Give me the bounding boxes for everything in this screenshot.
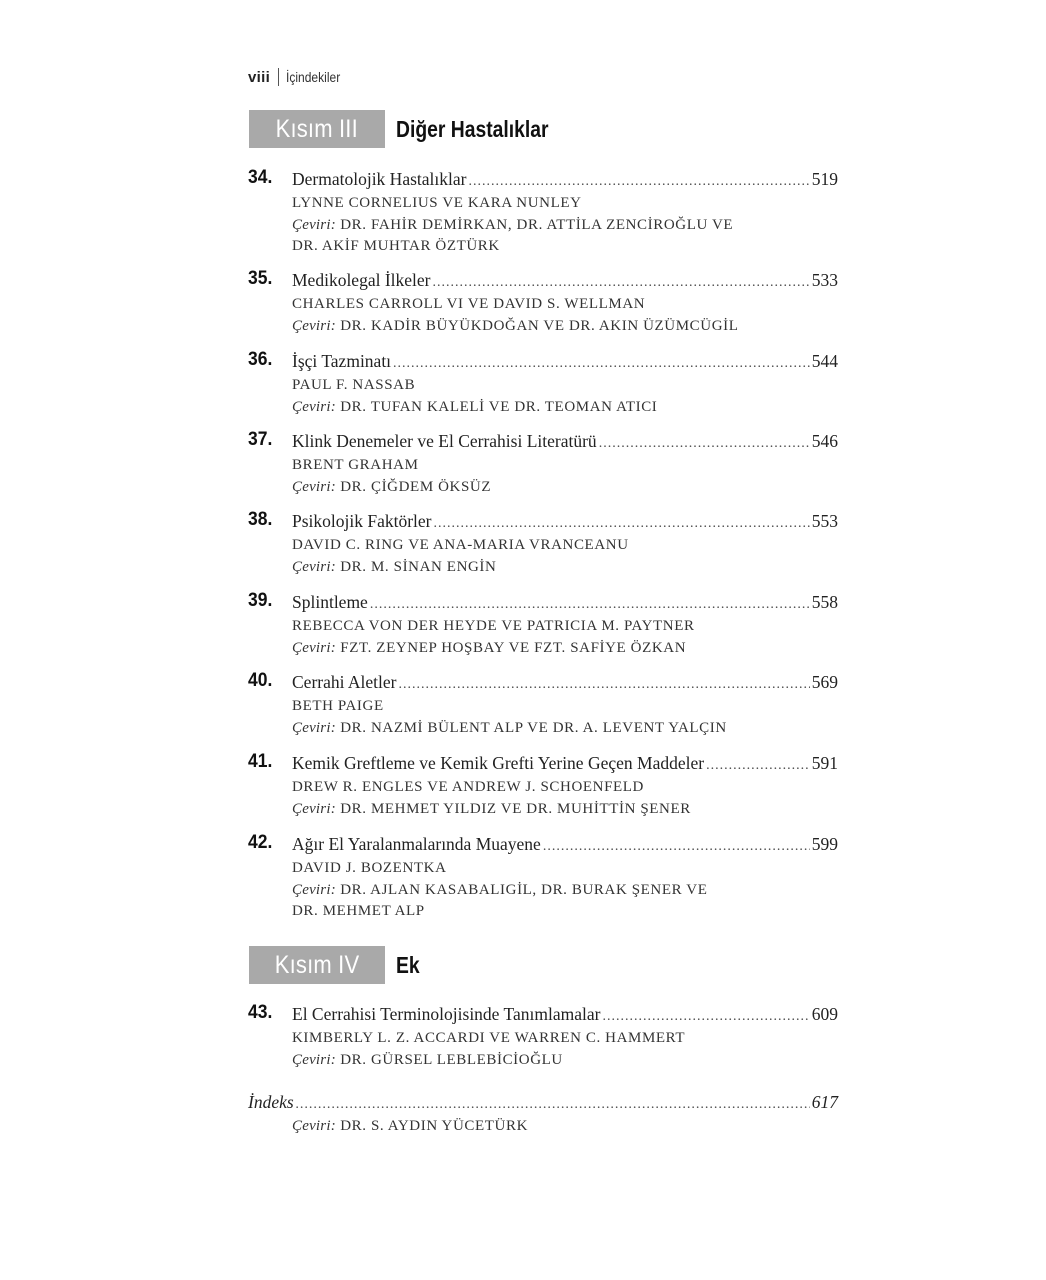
chapter-translators: Çeviri: DR. KADİR BÜYÜKDOĞAN VE DR. AKIN ÜZÜMCÜGİL xyxy=(292,317,739,334)
page-number: viii xyxy=(248,68,271,86)
chapter-translators-continued: DR. MEHMET ALP xyxy=(292,903,425,919)
part-label: Kısım IV xyxy=(249,946,385,984)
index-translators: Çeviri: DR. S. AYDIN YÜCETÜRK xyxy=(292,1118,529,1134)
page-ref: 544 xyxy=(811,351,838,371)
chapter-translators: Çeviri: DR. MEHMET YILDIZ VE DR. MUHİTTİN ŞENER xyxy=(292,800,691,817)
chapter-number: 43. xyxy=(248,1002,273,1023)
chapter-authors: LYNNE CORNELIUS VE KARA NUNLEY xyxy=(292,195,582,211)
index-title-line xyxy=(248,1091,838,1116)
chapter-title-line xyxy=(292,350,838,375)
dot-leader xyxy=(599,433,810,455)
chapter-title: Splintleme xyxy=(292,592,368,612)
part-heading xyxy=(249,109,578,149)
page-ref: 558 xyxy=(811,592,838,612)
chapter-number: 42. xyxy=(248,832,273,853)
chapter-title: Kemik Greftleme ve Kemik Grefti Yerine Geçen Maddeler xyxy=(292,753,705,773)
chapter-authors: KIMBERLY L. Z. ACCARDI VE WARREN C. HAMMERT xyxy=(292,1030,686,1046)
chapter-authors: BRENT GRAHAM xyxy=(292,457,419,473)
chapter-authors: DAVID C. RING VE ANA-MARIA VRANCEANU xyxy=(292,537,629,553)
index-entry[interactable] xyxy=(248,1091,838,1138)
dot-leader xyxy=(393,353,810,375)
chapter-translators-continued: DR. AKİF MUHTAR ÖZTÜRK xyxy=(292,238,500,254)
dot-leader xyxy=(602,1006,809,1028)
page-ref: 591 xyxy=(811,753,838,773)
page-ref: 519 xyxy=(811,169,838,189)
chapter-number: 39. xyxy=(248,590,273,611)
chapter-title-line xyxy=(292,1003,838,1028)
chapter-number: 40. xyxy=(248,670,273,691)
chapter-title-line xyxy=(292,430,838,455)
part-title: Diğer Hastalıklar xyxy=(396,115,549,142)
chapter-title-line xyxy=(292,833,838,858)
dot-leader xyxy=(296,1094,810,1116)
chapter-title: Medikolegal İlkeler xyxy=(292,270,431,290)
dot-leader xyxy=(433,272,810,294)
chapter-title-line xyxy=(292,269,838,294)
part-label: Kısım III xyxy=(249,110,385,148)
chapter-authors: REBECCA VON DER HEYDE VE PATRICIA M. PAYTNER xyxy=(292,618,695,634)
chapter-title: Ağır El Yaralanmalarında Muayene xyxy=(292,834,541,854)
chapter-title-line xyxy=(292,510,838,535)
dot-leader xyxy=(706,755,810,777)
chapter-title: Klink Denemeler ve El Cerrahisi Literatürü xyxy=(292,431,597,451)
page-ref: 553 xyxy=(811,511,838,531)
chapter-title-line xyxy=(292,671,838,696)
index-title: İndeks xyxy=(248,1092,294,1112)
chapter-title-line xyxy=(292,752,838,777)
dot-leader xyxy=(543,836,810,858)
chapter-title-line xyxy=(292,168,838,193)
chapter-title: Dermatolojik Hastalıklar xyxy=(292,169,467,189)
chapter-authors: DAVID J. BOZENTKA xyxy=(292,860,447,876)
dot-leader xyxy=(398,674,809,696)
running-head-divider xyxy=(278,68,279,86)
chapter-authors: PAUL F. NASSAB xyxy=(292,377,416,393)
page-ref: 569 xyxy=(811,672,838,692)
chapter-title: Psikolojik Faktörler xyxy=(292,511,432,531)
chapter-title-line xyxy=(292,591,838,616)
chapter-translators: Çeviri: DR. ÇİĞDEM ÖKSÜZ xyxy=(292,478,492,495)
chapter-translators: Çeviri: FZT. ZEYNEP HOŞBAY VE FZT. SAFİYE ÖZKAN xyxy=(292,639,687,656)
dot-leader xyxy=(468,171,809,193)
part-title: Ek xyxy=(396,951,420,978)
chapter-number: 34. xyxy=(248,167,273,188)
running-head-title: İçindekiler xyxy=(286,69,341,85)
chapter-number: 38. xyxy=(248,509,273,530)
dot-leader xyxy=(434,513,810,535)
chapter-translators: Çeviri: DR. TUFAN KALELİ VE DR. TEOMAN ATICI xyxy=(292,398,658,415)
chapter-translators: Çeviri: DR. NAZMİ BÜLENT ALP VE DR. A. LEVENT YALÇIN xyxy=(292,719,727,736)
page-ref: 546 xyxy=(811,431,838,451)
chapter-title: El Cerrahisi Terminolojisinde Tanımlamalar xyxy=(292,1004,601,1024)
dot-leader xyxy=(370,594,810,616)
chapter-number: 35. xyxy=(248,268,273,289)
chapter-translators: Çeviri: DR. AJLAN KASABALIGİL, DR. BURAK ŞENER VE xyxy=(292,881,708,898)
chapter-translators: Çeviri: DR. M. SİNAN ENGİN xyxy=(292,558,497,575)
chapter-authors: BETH PAIGE xyxy=(292,698,384,714)
chapter-translators: Çeviri: DR. FAHİR DEMİRKAN, DR. ATTİLA ZENCİROĞLU VE xyxy=(292,216,734,233)
chapter-translators: Çeviri: DR. GÜRSEL LEBLEBİCİOĞLU xyxy=(292,1051,563,1068)
chapter-authors: DREW R. ENGLES VE ANDREW J. SCHOENFELD xyxy=(292,779,644,795)
running-head xyxy=(248,66,349,88)
chapter-title: İşçi Tazminatı xyxy=(292,351,392,371)
chapter-number: 41. xyxy=(248,751,273,772)
chapter-number: 36. xyxy=(248,349,273,370)
chapter-title: Cerrahi Aletler xyxy=(292,672,397,692)
chapter-authors: CHARLES CARROLL VI VE DAVID S. WELLMAN xyxy=(292,296,646,312)
page-ref: 609 xyxy=(811,1004,838,1024)
page-ref: 533 xyxy=(811,270,838,290)
page-ref: 599 xyxy=(811,834,838,854)
page-ref: 617 xyxy=(811,1092,838,1112)
part-heading xyxy=(249,945,424,985)
chapter-number: 37. xyxy=(248,429,273,450)
